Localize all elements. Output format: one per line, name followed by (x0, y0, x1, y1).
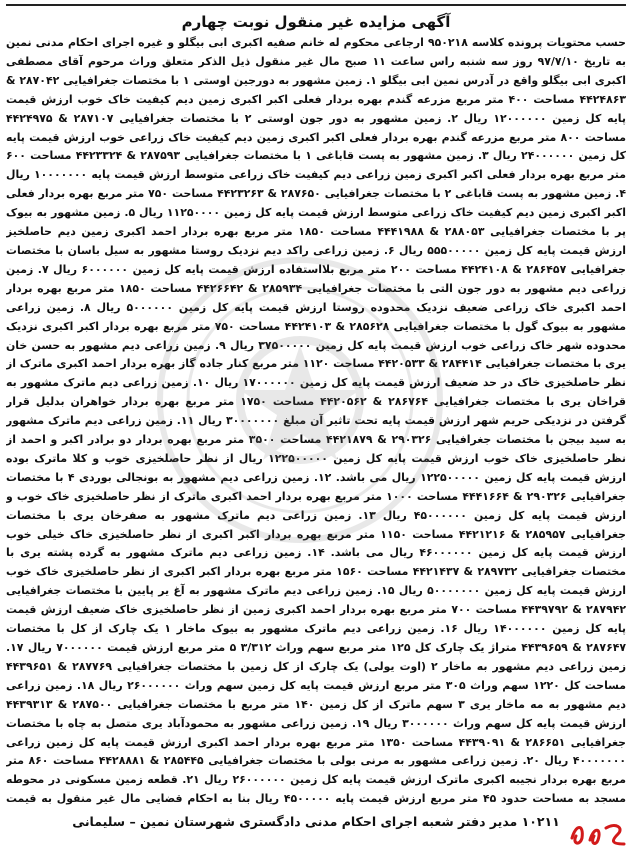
notice-title: آگهی مزایده غیر منقول نوبت چهارم (181, 13, 451, 31)
notice-footer-signature: ۱۰۲۱۱ مدیر دفتر شعبه اجرای احکام مدنی دادگستری شهرستان نمین – سلیمانی (72, 814, 560, 829)
top-cut-line (6, 4, 626, 10)
notice-body: حسب محتویات پرونده کلاسه ۹۵۰۲۱۸ ارجاعی محکوم له خانم صفیه اکبری ابی بیگلو و غیره اجرای احکام مدنی نمین به تاریخ ۹۷/۷/۱۰ روز سه شنبه راس ساعت ۱۱ صبح مال غیر منقول ذیل الذکر متعلق وراث مرحوم آقای مصطفی اکبری ابی بیگلو واقع در آدرس نمین ابی بیگلو ۱. زمین مشهور به دورجین اوستی ۱ با مختصات جغرافیایی ۲۸۷۰۴۲ & ۴۴۲۴۸۶۳ مساحت ۴۰۰ متر مربع مزرعه گندم بهره بردار فعلی اکبر اکبری زمین دیم کیفیت خاک خوب ارزش قیمت پایه کل زمین ۱۲۰۰۰۰۰۰ ریال ۲. زمین مشهور به دور جون اوستی ۲ با مختصات جغرافیایی ۲۸۷۱۰۷ & ۴۴۲۴۹۷۵ مساحت ۸۰۰ متر مربع مزرعه گندم بهره بردار فعلی اکبر اکبری زمین دیم کیفیت خاک زراعی خوب ارزش قیمت پایه کل زمین ۲۴۰۰۰۰۰۰ ریال ۳. زمین مشهور به پست قاباغی ۱ با مختصات جغرافیایی ۲۸۷۵۹۳ & ۴۴۲۳۳۲۴ مساحت ۶۰۰ متر مربع بهره بردار فعلی اکبر اکبری زمین زراعی دیم کیفیت خاک زراعی متوسط ارزش قیمت پایه ۱۰۰۰۰۰۰۰ ریال ۴. زمین مشهور به پست قاباغی ۲ با مختصات جغرافیایی ۲۸۷۶۵۰ & ۴۴۲۳۲۶۳ مساحت ۷۵۰ متر مربع بهره بردار فعلی اکبر اکبری زمین دیم کیفیت خاک زراعی متوسط ارزش قیمت پایه کل زمین ۱۱۲۵۰۰۰۰ ریال ۵. زمین مشهور به بیوک پر با مختصات جغرافیایی ۲۸۸۰۵۳ & ۴۴۴۱۹۸۸ مساحت ۱۸۵۰ متر مربع بهره بردار احمد اکبری زمین دیم حاصلخیز ارزش قیمت پایه کل زمین ۵۵۵۰۰۰۰۰ ریال ۶. زمین زراعی راکد دیم نزدیک روستا مشهور به سیل باسان با مختصات جغرافیایی ۲۸۶۴۵۷ & ۴۴۲۴۱۰۸ مساحت ۲۰۰ متر مربع بلااستفاده ارزش قیمت پایه کل زمین ۶۰۰۰۰۰۰ ریال ۷. زمین زراعی دیم مشهور به دور جون التی با مختصات جغرافیایی ۲۸۵۹۳۴ & ۴۴۲۶۶۴۲ مساحت ۱۸۵۰ متر مربع بهره بردار احمد اکبری خاک زراعی ضعیف نزدیک محدوده روستا ارزش قیمت پایه کل زمین ۵۰۰۰۰۰۰ ریال ۸. زمین زراعی مشهور به بیوک گول با مختصات جغرافیایی ۲۸۵۶۲۸ & ۴۴۲۴۱۰۳ مساحت ۷۵۰ متر مربع بهره بردار اکبر اکبری نزدیک محدوده شهر خاک زراعی خوب ارزش قیمت پایه کل زمین ۳۷۵۰۰۰۰۰ ریال ۹. زمین زراعی دیم مشهور به حسن خان یری با مختصات جغرافیایی ۲۸۴۴۱۴ & ۴۴۲۰۵۳۳ مساحت ۱۱۲۰ متر مربع کنار جاده گاز بهره بردار احمد اکبری ماترک از نظر حاصلخیزی خاک در حد ضعیف ارزش قیمت پایه کل زمین ۱۷۰۰۰۰۰۰ ریال ۱۰. زمین زراعی دیم ماترک مشهور به قراخان یری با مختصات جغرافیایی ۲۸۶۷۶۴ & ۴۴۲۰۵۶۲ مساحت ۱۷۵۰ متر مربع بهره بردار خواهران بدلیل قرار گرفتن در نزدیکی حریم شهر ارزش قیمت پایه تحت تاثیر آن مبلغ ۳۰۰۰۰۰۰۰ ریال ۱۱. زمین زراعی دیم ماترک مشهور به سید بیجن با مختصات جغرافیایی ۲۹۰۳۲۶ & ۴۴۲۱۸۷۹ مساحت ۳۵۰۰ متر مربع بهره بردار دو برادر اکبر و احمد از نظر حاصلخیزی خاک خوب ارزش قیمت پایه کل زمین ۱۲۲۵۰۰۰۰۰ ریال از نظر حاصلخیزی خوب و کلا ماترک بوده ارزش قیمت پایه کل زمین ۱۲۲۵۰۰۰۰۰ ریال می باشد. ۱۲. زمین زراعی دیم مشهور به بونجالی بوردی ۴ با مختصات جغرافیایی ۲۹۰۳۲۶ & ۴۴۴۱۶۶۴ مساحت ۱۰۰۰ متر مربع بهره بردار احمد اکبری ماترک از نظر حاصلخیزی خاک خوب و ارزش قیمت پایه کل زمین ۴۵۰۰۰۰۰۰ ریال ۱۳. زمین زراعی دیم ماترک مشهور به صفرخان یری با مختصات جغرافیایی ۲۸۵۹۵۷ & ۴۴۲۱۲۱۶ مساحت ۱۱۵۰ متر مربع بهره بردار اکبر اکبری از نظر حاصلخیزی خاک خیلی خوب ارزش قیمت پایه کل زمین ۴۶۰۰۰۰۰۰ ریال می باشد. ۱۴. زمین زراعی دیم ماترک مشهور به گرده پشته یری با مختصات جغرافیایی ۲۸۹۷۳۲ & ۴۴۲۱۴۳۷ مساحت ۱۵۶۰ متر مربع بهره بردار اکبر اکبری از نظر حاصلخیزی خاک خوب ارزش قیمت پایه کل زمین ۵۰۰۰۰۰۰۰ ریال ۱۵. زمین زراعی دیم ماترک مشهور به آغ یر پایین با مختصات جغرافیایی ۲۸۷۹۴۲ & ۴۴۳۹۷۹۲ مساحت ۷۰۰ متر مربع بهره بردار احمد اکبری زمین از نظر حاصلخیزی خاک ضعیف ارزش قیمت پایه کل زمین ۱۴۰۰۰۰۰۰ ریال ۱۶. زمین زراعی دیم ماترک مشهور به بیوک ماخار ۱ یک چارک از کل با مختصات ۲۸۷۶۴۷ & ۴۴۳۹۶۵۹ متراژ یک چارک کل ۱۲۵ متر مربع سهم وراث ۳/۳۱۲ ۵ متر مربع ارزش قیمت ۷۰۰۰۰۰۰ ریال ۱۷. زمین زراعی دیم مشهور به ماخار ۲ (اوت یولی) یک چارک از کل زمین با مختصات جغرافیایی ۲۸۷۷۶۹ & ۴۴۳۹۶۵۱ مساحت کل ۱۲۲۰ سهم وراث ۳۰۵ متر مربع ارزش قیمت پایه کل زمین سهم وراث ۲۶۰۰۰۰۰۰ ریال ۱۸. زمین زراعی دیم مشهور به مه ماخار یری ۳ سهم ماترک از کل زمین ۱۴۰ متر مربع با مختصات جغرافیایی ۲۸۷۵۰۰ & ۴۴۳۹۳۱۳ ارزش قیمت پایه کل سهم وراث ۳۰۰۰۰۰۰ ریال ۱۹. زمین زراعی مشهور به محمودآباد یری متصل به چاه با مختصات جغرافیایی ۲۸۶۶۵۱ & ۴۴۳۹۰۹۱ مساحت ۱۳۵۰ متر مربع بهره بردار احمد اکبری ارزش قیمت پایه کل زمین زراعی ۴۰۰۰۰۰۰۰ ریال ۲۰. زمین زراعی مشهور به مرنی بولی با مختصات جغرافیایی ۲۸۵۴۴۵ & ۴۴۲۸۸۸۱ مساحت ۸۶۰ متر مربع بهره بردار نجیبه اکبری ماترک ارزش قیمت پایه کل زمین ۲۶۰۰۰۰۰۰ ریال ۲۱. قطعه زمین مسکونی در محوطه مسجد به مساحت حدود ۴۵ متر مربع ارزش قیمت پایه ۴۵۰۰۰۰۰ ریال بنا به احکام قضایی مال غیر منقول به قیمت (6, 36, 626, 806)
